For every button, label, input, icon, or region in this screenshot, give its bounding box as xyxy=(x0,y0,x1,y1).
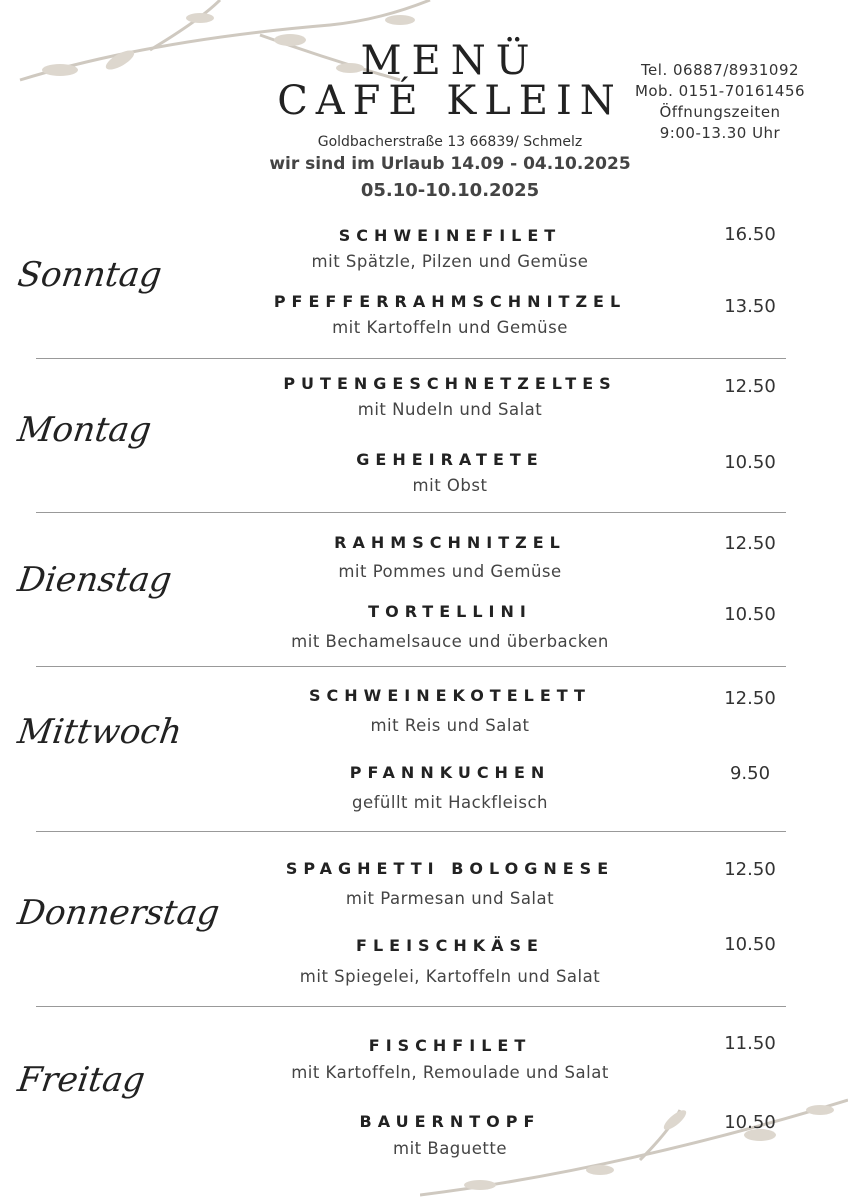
dish-description: mit Parmesan und Salat xyxy=(345,889,555,908)
dish-price: 10.50 xyxy=(724,452,776,473)
day-label: Freitag xyxy=(15,1060,148,1100)
vacation-notice: wir sind im Urlaub 14.09 - 04.10.2025 xyxy=(269,154,631,174)
phone: Tel. 06887/8931092 xyxy=(640,61,800,79)
dish-price: 10.50 xyxy=(724,934,776,955)
dish-name: RAHMSCHNITZEL xyxy=(334,533,566,552)
day-label: Sonntag xyxy=(15,255,165,295)
dish-name: PFEFFERRAHMSCHNITZEL xyxy=(273,292,627,311)
dish-price: 9.50 xyxy=(729,763,771,784)
mobile: Mob. 0151-70161456 xyxy=(634,82,806,100)
dish-description: mit Baguette xyxy=(393,1139,507,1158)
dish-description: mit Reis und Salat xyxy=(370,716,530,735)
day-label: Montag xyxy=(15,410,154,450)
dish-description: gefüllt mit Hackfleisch xyxy=(351,793,549,812)
dish-description: mit Spätzle, Pilzen und Gemüse xyxy=(311,252,589,271)
dish-price: 12.50 xyxy=(724,859,776,880)
dish-description: mit Nudeln und Salat xyxy=(357,400,543,419)
dish-name: FLEISCHKÄSE xyxy=(356,936,544,955)
dish-name: SCHWEINEKOTELETT xyxy=(309,686,591,705)
dish-description: mit Pommes und Gemüse xyxy=(338,562,562,581)
dish-name: GEHEIRATETE xyxy=(356,450,544,469)
day-label: Mittwoch xyxy=(15,712,185,752)
dish-price: 10.50 xyxy=(724,604,776,625)
dish-description: mit Kartoffeln, Remoulade und Salat xyxy=(291,1063,609,1082)
cafe-name: CAFÉ KLEIN xyxy=(277,78,623,124)
divider xyxy=(36,358,786,359)
opening-hours: 9:00-13.30 Uhr xyxy=(659,124,781,142)
opening-hours-label: Öffnungszeiten xyxy=(659,103,781,121)
dish-name: FISCHFILET xyxy=(368,1036,532,1055)
day-label: Donnerstag xyxy=(15,893,222,933)
day-label: Dienstag xyxy=(15,560,175,600)
dish-description: mit Obst xyxy=(412,476,488,495)
divider xyxy=(36,831,786,832)
dish-name: PUTENGESCHNETZELTES xyxy=(283,374,617,393)
contact-info xyxy=(610,60,830,144)
address: Goldbacherstraße 13 66839/ Schmelz xyxy=(317,134,583,150)
dish-description: mit Spiegelei, Kartoffeln und Salat xyxy=(299,967,601,986)
menu-title: MENÜ xyxy=(360,38,540,84)
dish-price: 12.50 xyxy=(724,688,776,709)
dish-price: 12.50 xyxy=(724,533,776,554)
dish-name: SPAGHETTI BOLOGNESE xyxy=(285,859,615,878)
dish-description: mit Bechamelsauce und überbacken xyxy=(291,632,609,651)
divider xyxy=(36,1006,786,1007)
dish-name: PFANNKUCHEN xyxy=(349,763,551,782)
dish-price: 13.50 xyxy=(724,296,776,317)
dish-name: TORTELLINI xyxy=(368,602,532,621)
dish-price: 16.50 xyxy=(724,224,776,245)
dish-name: SCHWEINEFILET xyxy=(338,226,562,245)
dish-description: mit Kartoffeln und Gemüse xyxy=(332,318,568,337)
dish-price: 12.50 xyxy=(724,376,776,397)
vacation-notice-dates: 05.10-10.10.2025 xyxy=(360,180,540,201)
divider xyxy=(36,512,786,513)
dish-price: 10.50 xyxy=(724,1112,776,1133)
dish-price: 11.50 xyxy=(724,1033,776,1054)
divider xyxy=(36,666,786,667)
dish-name: BAUERNTOPF xyxy=(359,1112,541,1131)
